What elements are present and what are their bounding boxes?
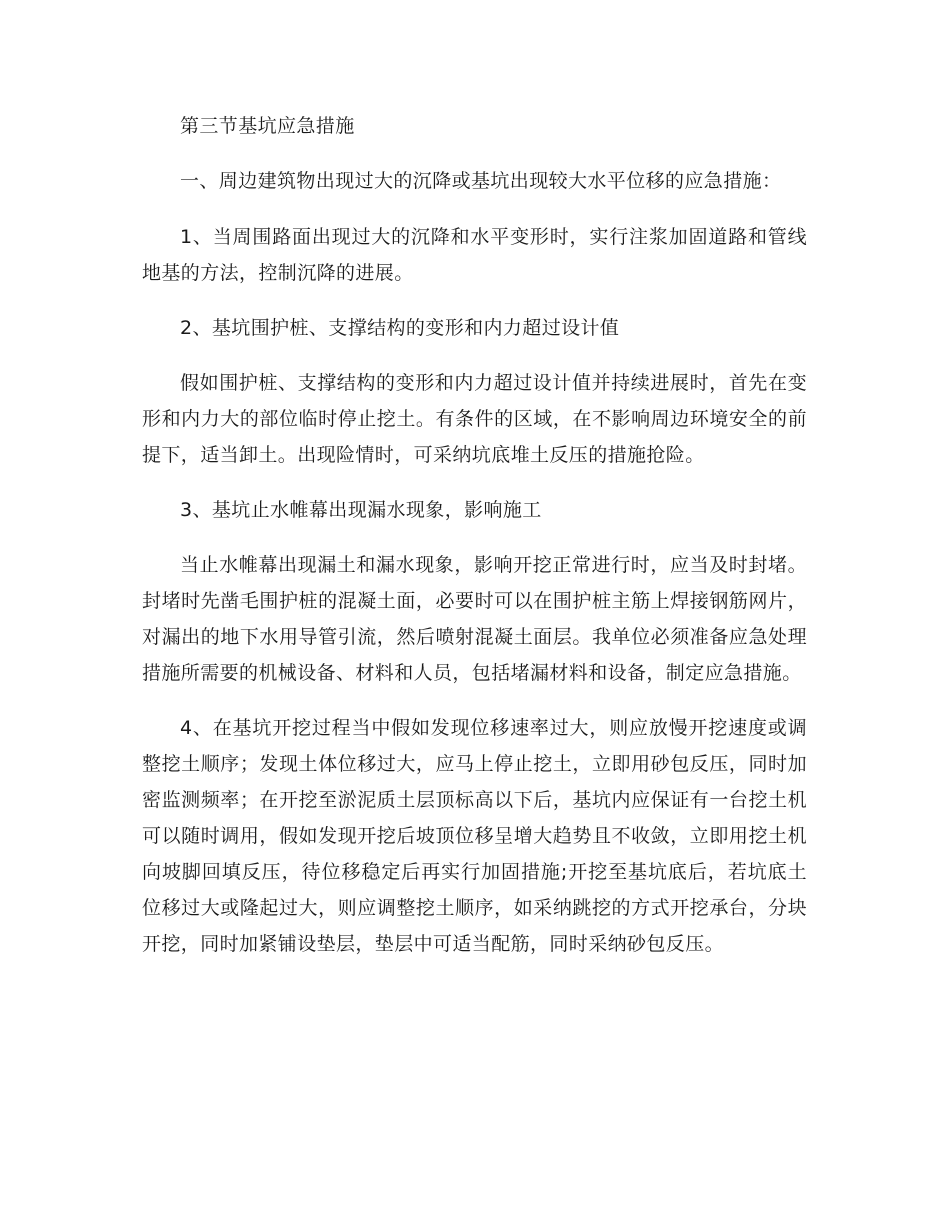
document-page [142, 108, 807, 962]
paragraph-item-3-body: 当止水帷幕出现漏土和漏水现象，影响开挖正常进行时，应当及时封堵。封堵时先凿毛围护桩的混凝土面，必要时可以在围护桩主筋上焊接钢筋网片，对漏出的地下水用导管引流，然后喷射混凝土面层。我单位必须准备应急处理措施所需要的机械设备、材料和人员，包括堵漏材料和设备，制定应急措施。 [142, 554, 807, 684]
paragraph-item-3-title: 3、基坑止水帷幕出现漏水现象，影响施工 [180, 499, 542, 521]
paragraph-item-4: 4、在基坑开挖过程当中假如发现位移速率过大，则应放慢开挖速度或调整挖土顺序；发现土体位移过大，应马上停止挖土，立即用砂包反压，同时加密监测频率；在开挖至淤泥质土层顶标高以下后，基坑内应保证有一台挖土机可以随时调用，假如发现开挖后坡顶位移呈增大趋势且不收敛，立即用挖土机向坡脚回填反压，待位移稳定后再实行加固措施;开挖至基坑底后，若坑底土位移过大或隆起过大，则应调整挖土顺序，如采纳跳挖的方式开挖承台，分块开挖，同时加紧铺设垫层，垫层中可适当配筋，同时采纳砂包反压。 [142, 717, 807, 955]
paragraph-item-2-title: 2、基坑围护桩、支撑结构的变形和内力超过设计值 [180, 317, 620, 339]
paragraph-emergency-measures-intro: 一、周边建筑物出现过大的沉降或基坑出现较大水平位移的应急措施： [180, 170, 782, 192]
section-heading: 第三节基坑应急措施 [180, 115, 355, 137]
paragraph-item-2-body: 假如围护桩、支撑结构的变形和内力超过设计值并持续进展时，首先在变形和内力大的部位临时停止挖土。有条件的区域，在不影响周边环境安全的前提下，适当卸土。出现险情时，可采纳坑底堆土反压的措施抢险。 [142, 372, 807, 466]
paragraph-item-1: 1、当周围路面出现过大的沉降和水平变形时，实行注浆加固道路和管线地基的方法，控制沉降的进展。 [142, 226, 807, 284]
